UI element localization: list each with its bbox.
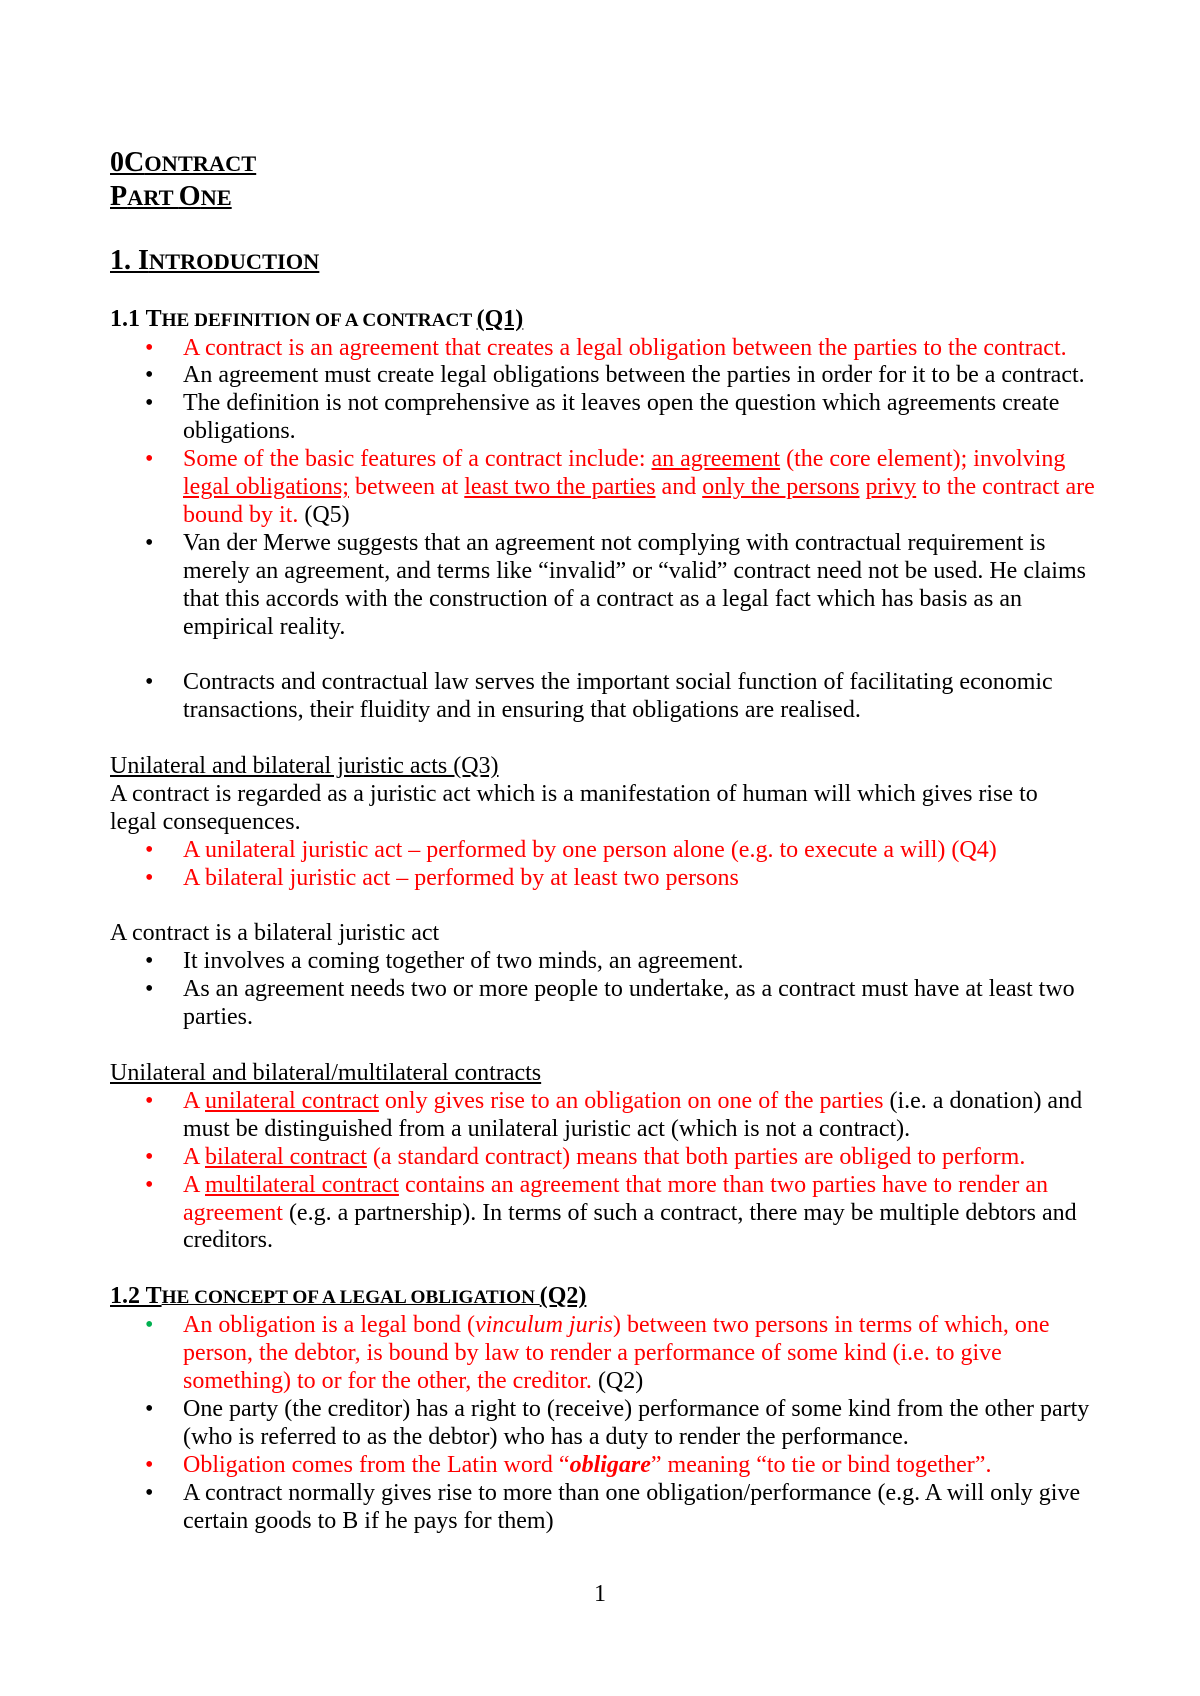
bullet-icon: • <box>145 1087 154 1114</box>
text-run: The definition is not comprehensive as it leaves open the question which agreements create obligations. <box>183 390 1060 445</box>
bullet-item <box>145 529 1095 642</box>
bullet-item <box>145 1171 1095 1256</box>
bullet-icon: • <box>145 1143 154 1170</box>
underlined-term: Unilateral and bilateral juristic acts (Q3) <box>110 753 499 780</box>
document-page <box>110 146 1110 1536</box>
underlined-term: 1. I <box>110 244 149 276</box>
bullet-icon: • <box>145 864 154 891</box>
bullet-icon: • <box>145 362 154 389</box>
topic-heading-contract-types <box>110 1060 1070 1088</box>
underlined-term: unilateral contract <box>205 1087 379 1114</box>
bullet-item <box>145 1312 1095 1396</box>
bullet-icon: • <box>145 669 154 696</box>
text-run: A bilateral juristic act – performed by at least two persons <box>183 864 739 891</box>
text-run: (i.e. a donation) and must be distinguished from a unilateral juristic act (which is not a contract). <box>183 1087 1083 1142</box>
juristic-act-types <box>110 837 1110 893</box>
text-run: A <box>183 1171 206 1198</box>
underlined-term: bilateral contract <box>205 1143 367 1170</box>
underlined-term: an agreement <box>651 446 781 473</box>
underlined-term: legal obligations; <box>183 474 349 501</box>
underlined-term: HE CONCEPT OF A LEGAL OBLIGATION <box>161 1287 540 1309</box>
bullet-item <box>145 362 1095 390</box>
text-run: ) between two persons in terms of which, one person, the debtor, is bound by law to render a performance of some kind (i.e. to give something) to or for the other, the creditor. <box>183 1312 1050 1395</box>
underlined-term: Unilateral and bilateral/multilateral contracts <box>110 1060 542 1086</box>
bullet-item <box>145 976 1095 1032</box>
text-run: A contract is regarded as a juristic act which is a manifestation of human will which gives rise to legal consequences. <box>110 780 1038 835</box>
topic-heading-juristic-acts <box>110 753 1070 781</box>
text-run: Some of the basic features of a contract include: <box>183 446 652 473</box>
bullet-icon: • <box>145 1396 154 1423</box>
bullet-icon: • <box>145 1451 154 1478</box>
text-run: A contract is an agreement that creates a legal obligation between the parties to the contract. <box>183 334 1067 361</box>
paragraph <box>110 920 1070 948</box>
text-run: A unilateral juristic act – performed by one person alone (e.g. to execute a will) (Q4) <box>183 836 997 863</box>
bullet-icon: • <box>145 334 154 361</box>
text-run: and <box>655 474 703 501</box>
part-heading <box>110 180 1110 214</box>
underlined-term: (Q2) <box>539 1283 587 1310</box>
definition-points <box>110 335 1110 726</box>
text-run: Obligation comes from the Latin word “ <box>183 1451 570 1478</box>
bullet-icon: • <box>145 1479 154 1506</box>
text-run: contains an agreement that more than two parties have to render an agreement <box>183 1171 1049 1226</box>
underlined-term: multilateral contract <box>205 1171 399 1198</box>
text-run: to the contract are bound by it. <box>183 474 1095 528</box>
bullet-icon: • <box>145 390 154 417</box>
text-run: ” meaning “to tie or bind together”. <box>650 1451 992 1478</box>
page-number: 1 <box>594 1581 606 1607</box>
underlined-term: 1.2 T <box>110 1283 162 1310</box>
bullet-icon: • <box>145 948 154 975</box>
legal-obligation-points <box>110 1312 1110 1535</box>
text-run: 1.1 T <box>110 305 162 332</box>
paragraph <box>110 781 1070 837</box>
underlined-term: P <box>110 181 128 212</box>
bullet-item <box>145 1479 1095 1536</box>
italic-term: vinculum juris <box>474 1312 613 1339</box>
bullet-icon: • <box>145 1171 154 1198</box>
bullet-item <box>145 1396 1095 1452</box>
subsection-heading-definition <box>110 306 1110 335</box>
text-run: A <box>183 1087 206 1114</box>
underlined-term: NTRODUCTION <box>148 248 320 274</box>
underlined-term: NE <box>200 185 232 210</box>
text-run: (e.g. a partnership). In terms of such a contract, there may be multiple debtors and creditors. <box>183 1199 1077 1254</box>
underlined-term: (Q1) <box>476 305 524 332</box>
subsection-heading-legal-obligation <box>110 1283 1110 1312</box>
bullet-item <box>145 446 1095 530</box>
text-run: (the core element); involving <box>780 446 1066 473</box>
text-run: Van der Merwe suggests that an agreement not complying with contractual requirement is merely an agreement, and terms like “invalid” or “valid” contract need not be used. He claims that this accords with the construction of a contract as a legal fact which has basis as an empirical reality. <box>183 529 1086 640</box>
bullet-item <box>145 836 1095 865</box>
text-run: One party (the creditor) has a right to (receive) performance of some kind from the other party (who is referred to as the debtor) who has a duty to render the performance. <box>183 1396 1090 1450</box>
contract-type-points <box>110 1088 1110 1255</box>
bullet-icon: • <box>145 529 154 556</box>
text-run: (a standard contract) means that both parties are obliged to perform. <box>366 1143 1026 1170</box>
bullet-item <box>145 1451 1095 1480</box>
underlined-term: O <box>178 181 201 212</box>
text-run: An agreement must create legal obligations between the parties in order for it to be a contract. <box>183 362 1085 389</box>
bilateral-act-points <box>110 948 1110 1032</box>
underlined-term: privy <box>865 474 917 501</box>
bullet-icon: • <box>145 976 154 1003</box>
small-caps-run: HE DEFINITION OF A CONTRACT <box>161 309 477 331</box>
text-run: between at <box>348 474 465 501</box>
text-run: (Q2) <box>591 1368 644 1395</box>
bullet-item <box>145 1087 1095 1144</box>
text-run: A contract normally gives rise to more than one obligation/performance (e.g. A will only give certain goods to B if he pays for them) <box>183 1479 1081 1534</box>
bullet-item <box>145 1143 1095 1172</box>
text-run: It involves a coming together of two minds, an agreement. <box>183 948 744 975</box>
italic-term: obligare <box>569 1451 651 1478</box>
bullet-icon: • <box>145 1312 154 1339</box>
bullet-icon: • <box>145 836 154 863</box>
underlined-term: only the persons <box>702 474 860 501</box>
text-run: (Q5) <box>298 501 350 528</box>
bullet-item <box>145 948 1095 976</box>
text-run: Contracts and contractual law serves the important social function of facilitating economic transactions, their fluidity and in ensuring that obligations are realised. <box>183 669 1053 724</box>
text-run: A contract is a bilateral juristic act <box>110 920 440 947</box>
text-run: As an agreement needs two or more people to undertake, as a contract must have at least two parties. <box>183 976 1075 1031</box>
underlined-term: ONTRACT <box>144 151 257 176</box>
bullet-item <box>145 334 1095 363</box>
underlined-term: 0C <box>110 147 145 178</box>
section-heading-introduction <box>110 244 1110 278</box>
underlined-term: ART <box>127 185 179 210</box>
bullet-item <box>145 390 1095 446</box>
document-title <box>110 146 1110 180</box>
text-run: A <box>183 1143 206 1170</box>
bullet-item <box>145 864 1095 893</box>
text-run: only gives rise to an obligation on one of the parties <box>378 1087 884 1114</box>
text-run: An obligation is a legal bond ( <box>183 1312 475 1339</box>
underlined-term: least two the parties <box>464 474 656 501</box>
bullet-icon: • <box>145 446 154 473</box>
bullet-item <box>145 669 1095 725</box>
